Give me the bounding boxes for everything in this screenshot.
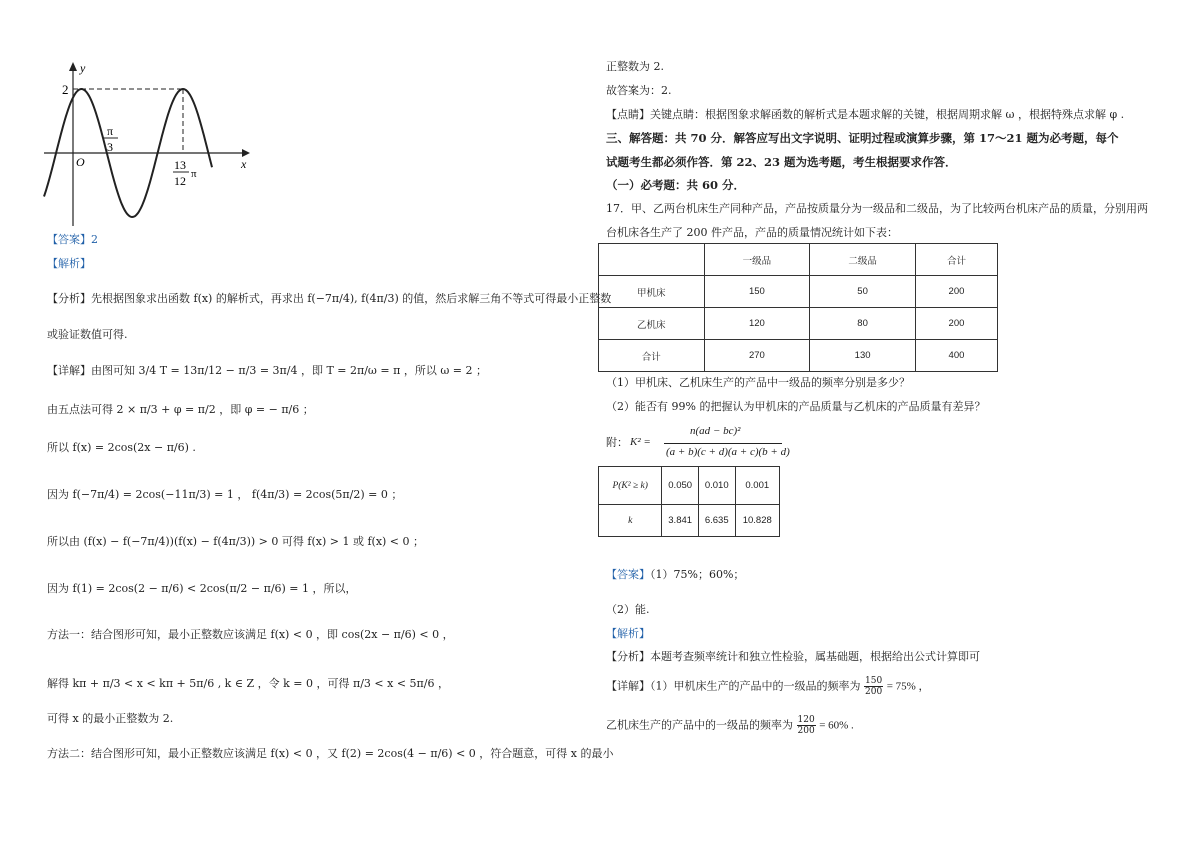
table-cell: 0.001 bbox=[735, 467, 780, 505]
answer-line-2: （2）能. bbox=[606, 603, 650, 616]
cosine-graph bbox=[40, 60, 255, 230]
detail-line-2: 由五点法可得 2 × π/3 + φ = π/2 ，即 φ = − π/6 ； bbox=[47, 403, 314, 416]
formula-bar bbox=[664, 443, 782, 444]
answer-label: 【答案】2 bbox=[47, 233, 98, 246]
table-cell: 乙机床 bbox=[599, 308, 705, 340]
table-cell: 150 bbox=[704, 276, 810, 308]
method-one-line: 方法一：结合图形可知，最小正整数应该满足 f(x) < 0 ，即 cos(2x − π/6) < 0 ， bbox=[47, 628, 454, 641]
formula-denominator: (a + b)(c + d)(a + c)(b + d) bbox=[666, 446, 790, 458]
method-one-solve: 解得 kπ + π/3 < x < kπ + 5π/6 , k ∈ Z ，令 k = 0 ，可得 π/3 < x < 5π/6 ， bbox=[47, 677, 449, 690]
table-row bbox=[599, 467, 780, 505]
solution-tag: 【解析】 bbox=[606, 627, 650, 640]
formula-prefix: 附： bbox=[606, 436, 628, 449]
peak-label-pi: π bbox=[191, 168, 197, 180]
detail-line-6: 因为 f(1) = 2cos(2 − π/6) < 2cos(π/2 − π/6) = 1 ，所以， bbox=[47, 582, 357, 595]
table-cell: 120 bbox=[704, 308, 810, 340]
table-cell: 200 bbox=[915, 308, 997, 340]
table-cell: 130 bbox=[810, 340, 916, 372]
detail-line-4: 因为 f(−7π/4) = 2cos(−11π/3) = 1 ， f(4π/3) = 2cos(5π/2) = 0 ； bbox=[47, 488, 403, 501]
sub-question-1: （1）甲机床、乙机床生产的产品中一级品的频率分别是多少？ bbox=[606, 376, 910, 389]
zero-label-den: 3 bbox=[107, 140, 113, 154]
zero-label-num: π bbox=[107, 124, 114, 138]
detail-line-5: 所以由 (f(x) − f(−7π/4))(f(x) − f(4π/3)) > 0 可得 f(x) > 1 或 f(x) < 0 ； bbox=[47, 535, 425, 548]
table-cell: 10.828 bbox=[735, 505, 780, 537]
table-cell: 合计 bbox=[599, 340, 705, 372]
y-axis-arrow bbox=[69, 62, 77, 71]
formula-lhs: K² = bbox=[630, 436, 651, 448]
fraction-denominator: 200 bbox=[865, 687, 883, 697]
sub-question-2: （2）能否有 99% 的把握认为甲机床的产品质量与乙机床的产品质量有差异？ bbox=[606, 400, 986, 413]
x-axis-arrow bbox=[242, 149, 250, 157]
detail-frequency-2 bbox=[606, 715, 854, 736]
table-cell: 270 bbox=[704, 340, 810, 372]
solution-analysis: 【分析】本题考查频率统计和独立性检验，属基础题，根据给出公式计算即可 bbox=[606, 650, 980, 663]
analysis-text-1: 【分析】先根据图象求出函数 f(x) 的解析式，再求出 f(−7π/4), f(4π/3) 的值，然后求解三角不等式可得最小正整数 bbox=[47, 292, 612, 305]
section-heading: 三、解答题：共 70 分．解答应写出文字说明、证明过程或演算步骤，第 17～21 题为必考题，每个 bbox=[606, 131, 1119, 145]
table-cell: P(K² ≥ k) bbox=[599, 467, 662, 505]
fraction-result-2: = 60% . bbox=[819, 719, 854, 732]
table-header-cell: 合计 bbox=[915, 244, 997, 276]
analysis-text-2: 或验证数值可得. bbox=[47, 328, 128, 341]
fraction-120-200 bbox=[797, 715, 816, 736]
table-row bbox=[599, 276, 998, 308]
table-row bbox=[599, 505, 780, 537]
right-line-2: 故答案为：2. bbox=[606, 84, 672, 97]
key-point: 【点睛】关键点睛：根据图象求解函数的解析式是本题求解的关键，根据周期求解 ω ，根据特殊点求解 φ . bbox=[606, 108, 1125, 121]
answer-tag: 【答案】 bbox=[606, 568, 650, 581]
table-cell: 6.635 bbox=[698, 505, 735, 537]
table-cell: 400 bbox=[915, 340, 997, 372]
table-header-row bbox=[599, 244, 998, 276]
right-line-1: 正整数为 2. bbox=[606, 60, 664, 73]
detail-frequency-2-text: 乙机床生产的产品中的一级品的频率为 bbox=[606, 718, 793, 732]
method-two-line: 方法二：结合图形可知，最小正整数应该满足 f(x) < 0 ，又 f(2) = 2cos(4 − π/6) < 0 ，符合题意，可得 x 的最小 bbox=[47, 747, 614, 760]
quality-table bbox=[598, 243, 998, 372]
detail-line-1: 【详解】由图可知 3/4 T = 13π/12 − π/3 = 3π/4 ，即 T = 2π/ω = π ，所以 ω = 2 ； bbox=[47, 364, 488, 377]
y-label: y bbox=[80, 61, 86, 75]
fraction-150-200 bbox=[864, 676, 883, 697]
table-row bbox=[599, 308, 998, 340]
table-cell: 0.050 bbox=[662, 467, 699, 505]
table-row bbox=[599, 340, 998, 372]
peak-label-den: 12 bbox=[174, 174, 186, 188]
peak-label-num: 13 bbox=[174, 158, 186, 172]
table-header-cell: 二级品 bbox=[810, 244, 916, 276]
table-cell: 3.841 bbox=[662, 505, 699, 537]
question-17-a: 17．甲、乙两台机床生产同种产品，产品按质量分为一级品和二级品，为了比较两台机床产品的质量，分别用两 bbox=[606, 202, 1148, 215]
detail-frequency-1 bbox=[606, 676, 930, 697]
detail-frequency-1-text: 【详解】（1）甲机床生产的产品中的一级品的频率为 bbox=[606, 679, 861, 693]
fraction-numerator: 120 bbox=[797, 715, 815, 725]
analysis-tag: 【解析】 bbox=[47, 257, 91, 270]
question-17-b: 台机床各生产了 200 件产品，产品的质量情况统计如下表： bbox=[606, 226, 898, 239]
table-header-cell bbox=[599, 244, 705, 276]
fraction-denominator: 200 bbox=[797, 726, 815, 736]
answer-line-1 bbox=[606, 568, 744, 582]
table-cell: 甲机床 bbox=[599, 276, 705, 308]
table-cell: 50 bbox=[810, 276, 916, 308]
answer-value-1: （1）75%；60%； bbox=[650, 568, 745, 581]
fraction-result-1: = 75% ， bbox=[886, 680, 930, 693]
detail-line-3: 所以 f(x) = 2cos(2x − π/6) . bbox=[47, 441, 196, 454]
table-cell: 200 bbox=[915, 276, 997, 308]
table-header-cell: 一级品 bbox=[704, 244, 810, 276]
formula-numerator: n(ad − bc)² bbox=[690, 425, 741, 437]
method-one-result: 可得 x 的最小正整数为 2. bbox=[47, 712, 174, 725]
origin-label: O bbox=[76, 155, 85, 169]
section-heading-2: 试题考生都必须作答．第 22、23 题为选考题，考生根据要求作答． bbox=[606, 155, 957, 169]
x-label: x bbox=[241, 157, 247, 171]
table-cell: 80 bbox=[810, 308, 916, 340]
fraction-numerator: 150 bbox=[865, 676, 883, 686]
table-cell: k bbox=[599, 505, 662, 537]
table-cell: 0.010 bbox=[698, 467, 735, 505]
y-tick-label: 2 bbox=[62, 82, 69, 97]
critical-value-table bbox=[598, 466, 780, 537]
sub-heading: （一）必考题：共 60 分． bbox=[606, 178, 746, 192]
